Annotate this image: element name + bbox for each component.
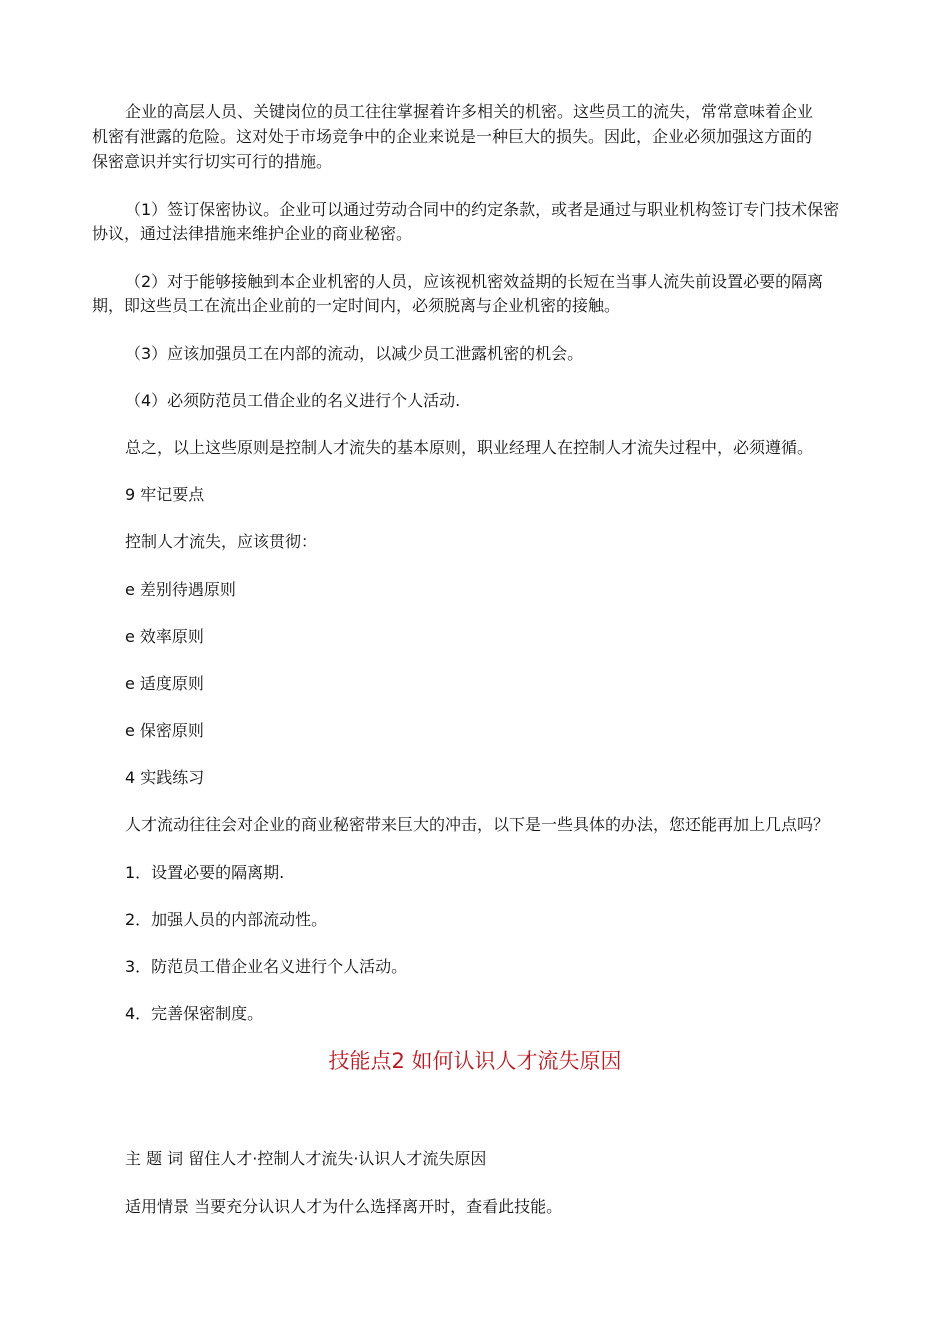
keypoints-title: 9 牢记要点 (125, 485, 205, 504)
section-heading: 技能点2 如何认识人才流失原因 (328, 1049, 622, 1073)
keypoints-intro: 控制人才流失，应该贯彻： (125, 532, 318, 551)
paragraph-2-line-2: 协议，通过法律措施来维护企业的商业秘密。 (92, 224, 413, 243)
keypoint-item: e 保密原则 (125, 721, 204, 740)
paragraph-5: （4）必须防范员工借企业的名义进行个人活动. (125, 391, 461, 410)
practice-item: 2．加强人员的内部流动性。 (125, 910, 328, 929)
paragraph-6: 总之，以上这些原则是控制人才流失的基本原则，职业经理人在控制人才流失过程中，必须遵循。 (125, 438, 814, 457)
practice-title: 4 实践练习 (125, 768, 205, 787)
practice-item: 3．防范员工借企业名义进行个人活动。 (125, 957, 408, 976)
keypoint-item: e 适度原则 (125, 674, 204, 693)
practice-item: 1．设置必要的隔离期. (125, 863, 285, 882)
paragraph-4: （3）应该加强员工在内部的流动，以减少员工泄露机密的机会。 (125, 344, 584, 363)
practice-intro: 人才流动往往会对企业的商业秘密带来巨大的冲击，以下是一些具体的办法，您还能再加上几点吗？ (125, 815, 830, 834)
paragraph-1-line-3: 保密意识并实行切实可行的措施。 (92, 152, 333, 171)
paragraph-1-line-2: 机密有泄露的危险。这对处于市场竞争中的企业来说是一种巨大的损失。因此，企业必须加强这方面的 (92, 127, 813, 146)
paragraph-1-line-1: 企业的高层人员、关键岗位的员工往往掌握着许多相关的机密。这些员工的流失，常常意味着企业 (125, 102, 814, 121)
paragraph-3-line-2: 期，即这些员工在流出企业前的一定时间内，必须脱离与企业机密的接触。 (92, 296, 621, 315)
section-keywords: 主 题 词 留住人才·控制人才流失·认识人才流失原因 (125, 1149, 487, 1168)
keypoint-item: e 效率原则 (125, 627, 204, 646)
practice-item: 4．完善保密制度。 (125, 1004, 264, 1023)
paragraph-3-line-1: （2）对于能够接触到本企业机密的人员，应该视机密效益期的长短在当事人流失前设置必要的隔离 (125, 272, 824, 291)
section-scenario: 适用情景 当要充分认识人才为什么选择离开时，查看此技能。 (125, 1197, 563, 1216)
keypoint-item: e 差别待遇原则 (125, 580, 236, 599)
paragraph-2-line-1: （1）签订保密协议。企业可以通过劳动合同中的约定条款，或者是通过与职业机构签订专门技术保密 (125, 200, 840, 219)
